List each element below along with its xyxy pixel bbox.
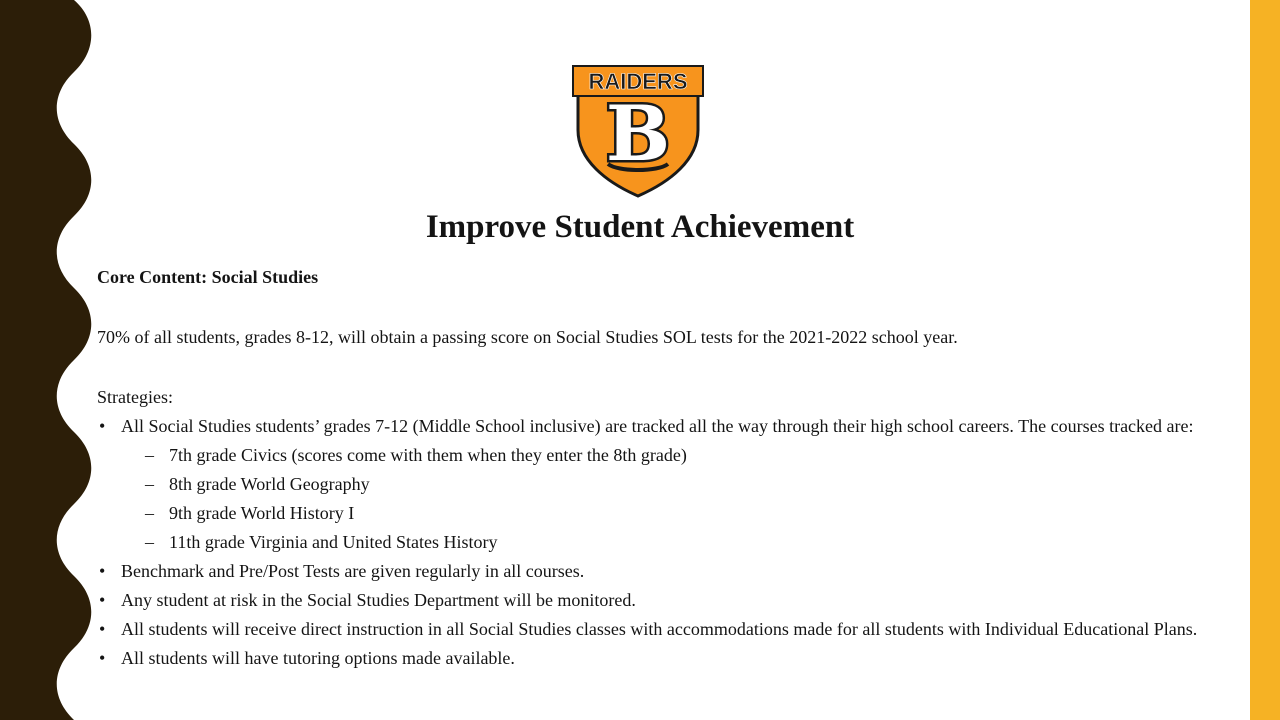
course-text: 8th grade World Geography xyxy=(169,474,370,494)
slide-content xyxy=(97,266,1217,669)
bullet-icon: • xyxy=(99,416,106,436)
core-content-heading: Core Content: Social Studies xyxy=(97,267,319,287)
list-item xyxy=(97,647,1217,669)
strategy-text: Benchmark and Pre/Post Tests are given regularly in all courses. xyxy=(121,561,585,581)
strategies-list xyxy=(97,415,1217,669)
logo-letter: B xyxy=(605,89,671,178)
list-item xyxy=(97,415,1217,553)
list-item xyxy=(97,618,1217,640)
bullet-icon: • xyxy=(99,590,106,610)
strategy-text: Any student at risk in the Social Studies Department will be monitored. xyxy=(121,590,636,610)
courses-list xyxy=(121,444,1217,553)
list-item xyxy=(97,560,1217,582)
course-text: 9th grade World History I xyxy=(169,503,355,523)
goal-statement: 70% of all students, grades 8-12, will obtain a passing score on Social Studies SOL tests for the 2021-2022 school year. xyxy=(97,327,958,347)
list-item xyxy=(145,502,1217,524)
list-item xyxy=(97,589,1217,611)
course-text: 7th grade Civics (scores come with them when they enter the 8th grade) xyxy=(169,445,687,465)
list-item xyxy=(145,531,1217,553)
dash-icon: – xyxy=(145,445,154,465)
strategy-text: All students will have tutoring options made available. xyxy=(121,648,515,668)
strategy-text: All students will receive direct instruction in all Social Studies classes with accommodations made for all students with Individual Educational Plans. xyxy=(121,619,1198,639)
strategies-label: Strategies: xyxy=(97,387,173,407)
dash-icon: – xyxy=(145,532,154,552)
bullet-icon: • xyxy=(99,619,106,639)
dash-icon: – xyxy=(145,474,154,494)
bullet-icon: • xyxy=(99,648,106,668)
right-accent-bar xyxy=(1250,0,1280,720)
slide-title: Improve Student Achievement xyxy=(425,209,855,245)
list-item xyxy=(145,444,1217,466)
list-item xyxy=(145,473,1217,495)
strategy-text: All Social Studies students’ grades 7-12 (Middle School inclusive) are tracked all the way through their high school careers. The courses tracked are: xyxy=(121,416,1194,436)
course-text: 11th grade Virginia and United States History xyxy=(169,532,498,552)
bullet-icon: • xyxy=(99,561,106,581)
raiders-logo xyxy=(570,60,706,198)
dash-icon: – xyxy=(145,503,154,523)
logo-text: RAIDERS xyxy=(588,69,688,94)
left-wavy-border xyxy=(0,0,96,720)
